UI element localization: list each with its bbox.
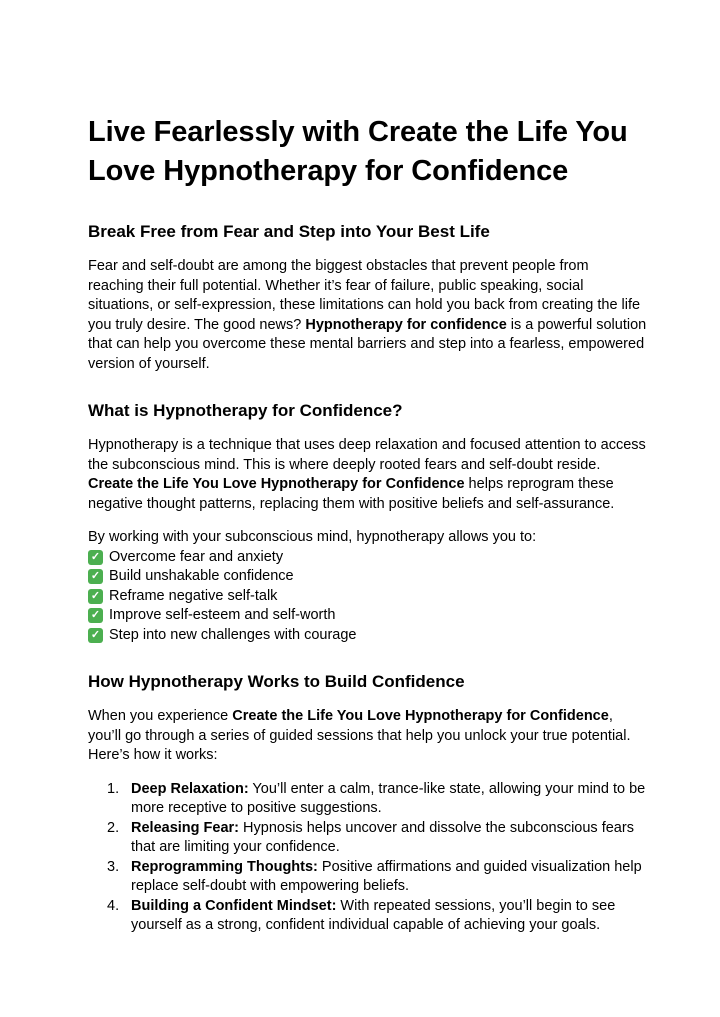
document-page	[88, 113, 648, 936]
check-mark-icon: ✓	[88, 589, 103, 604]
step-number: 3.	[107, 858, 120, 875]
step-text: Hypnosis helps uncover and dissolve the subconscious fears that are limiting your confidence.	[131, 819, 634, 855]
list-item	[88, 858, 648, 897]
list-item	[88, 897, 648, 936]
paragraph-text: helps reprogram these negative thought patterns, replacing them with positive beliefs and self-assurance.	[88, 476, 615, 512]
section-heading-break-free: Break Free from Fear and Step into Your Best Life	[88, 222, 490, 241]
paragraph-text: Hypnotherapy is a technique that uses deep relaxation and focused attention to access the subconscious mind. This is where deeply rooted fears and self-doubt reside.	[88, 437, 646, 473]
list-item	[88, 587, 648, 607]
step-number: 1.	[107, 780, 120, 797]
paragraph-benefits-intro: By working with your subconscious mind, hypnotherapy allows you to:	[88, 529, 537, 545]
step-title: Reprogramming Thoughts:	[131, 858, 318, 875]
section-heading-how-it-works: How Hypnotherapy Works to Build Confidence	[88, 672, 465, 691]
paragraph-text: When you experience	[88, 708, 233, 724]
bold-phrase: Create the Life You Love Hypnotherapy for Confidence	[88, 476, 465, 492]
list-item-text: Build unshakable confidence	[109, 568, 294, 584]
step-text: Positive affirmations and guided visualization help replace self-doubt with empowering beliefs.	[131, 858, 642, 894]
section-heading-what-is: What is Hypnotherapy for Confidence?	[88, 401, 403, 420]
list-item	[88, 548, 648, 568]
step-number: 2.	[107, 819, 120, 836]
check-mark-icon: ✓	[88, 569, 103, 584]
list-item-text: Overcome fear and anxiety	[109, 548, 284, 565]
list-item	[88, 819, 648, 858]
list-item	[88, 780, 648, 819]
bold-phrase: Hypnotherapy for confidence	[305, 316, 507, 333]
paragraph-what-is	[88, 436, 648, 514]
step-title: Building a Confident Mindset:	[131, 897, 337, 914]
steps-list	[88, 780, 648, 936]
benefits-checklist	[88, 548, 648, 646]
page-title: Live Fearlessly with Create the Life You Love Hypnotherapy for Confidence	[88, 116, 628, 187]
paragraph-how-it-works	[88, 707, 648, 766]
bold-phrase: Create the Life You Love Hypnotherapy for Confidence	[232, 708, 609, 724]
check-mark-icon: ✓	[88, 550, 103, 565]
paragraph-text: is a powerful solution that can help you overcome these mental barriers and step into a fearless, empowered version of yourself.	[88, 316, 647, 372]
step-title: Releasing Fear:	[131, 819, 239, 836]
list-item	[88, 626, 648, 646]
step-number: 4.	[107, 897, 120, 914]
paragraph-text: , you’ll go through a series of guided sessions that help you unlock your true potential. Here’s how it works:	[88, 708, 631, 763]
check-mark-icon: ✓	[88, 628, 103, 643]
list-item-text: Improve self-esteem and self-worth	[109, 607, 336, 623]
step-text: You’ll enter a calm, trance-like state, allowing your mind to be more receptive to positive suggestions.	[131, 780, 646, 816]
list-item-text: Reframe negative self-talk	[109, 587, 278, 604]
list-item	[88, 606, 648, 626]
step-text: With repeated sessions, you’ll begin to see yourself as a strong, confident individual capable of achieving your goals.	[131, 897, 616, 933]
list-item	[88, 567, 648, 587]
paragraph-text: Fear and self-doubt are among the biggest obstacles that prevent people from reaching their full potential. Whether it’s fear of failure, public speaking, social situations, or self-expression, these limitations can hold you back from creating the life you truly desire. The good news?	[88, 258, 641, 333]
list-item-text: Step into new challenges with courage	[109, 626, 357, 643]
check-mark-icon: ✓	[88, 608, 103, 623]
step-title: Deep Relaxation:	[131, 780, 249, 797]
paragraph-intro	[88, 257, 648, 374]
